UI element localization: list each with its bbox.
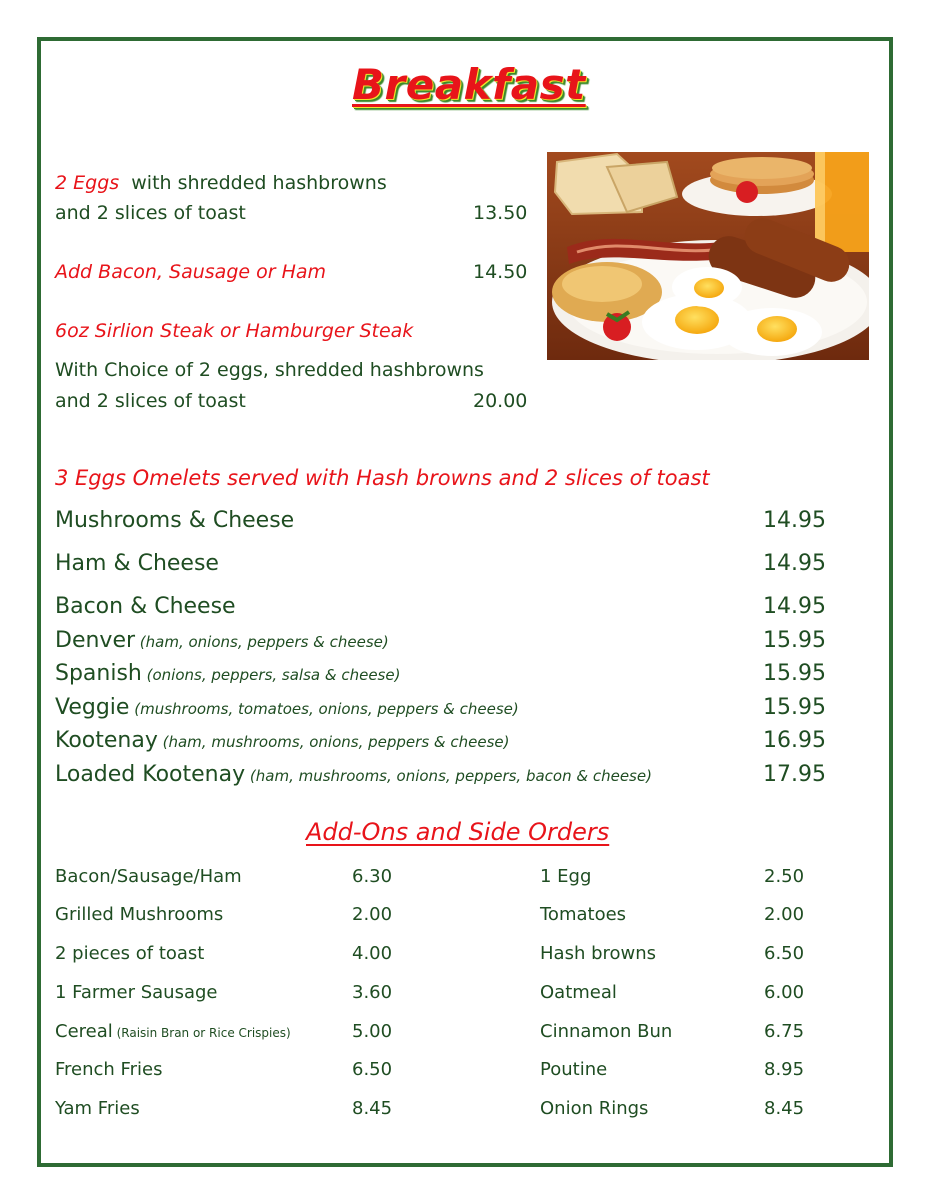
side-name: 1 Egg — [540, 866, 592, 887]
side-item — [55, 1098, 140, 1119]
omelet-desc: (ham, mushrooms, onions, peppers, bacon & cheese) — [245, 767, 652, 785]
omelet-price: 14.95 — [763, 594, 826, 619]
side-price: 2.00 — [764, 904, 805, 925]
omelet-desc: (ham, onions, peppers & cheese) — [135, 633, 389, 651]
item-steak-line3: and 2 slices of toast — [55, 390, 246, 412]
side-price: 8.45 — [764, 1098, 805, 1119]
side-name: Poutine — [540, 1059, 608, 1080]
side-name: Grilled Mushrooms — [55, 904, 224, 925]
side-price: 6.50 — [764, 943, 805, 964]
omelet-name: Mushrooms & Cheese — [55, 508, 295, 533]
omelet-name: Denver — [55, 628, 136, 653]
side-price: 5.00 — [352, 1021, 393, 1042]
menu-title: Breakfast — [352, 60, 586, 109]
item-steak-price: 20.00 — [473, 390, 528, 412]
side-name: Onion Rings — [540, 1098, 649, 1119]
side-price: 2.50 — [764, 866, 805, 887]
side-price: 3.60 — [352, 982, 393, 1003]
side-item — [55, 904, 223, 925]
omelet-item — [55, 551, 219, 576]
side-name: Bacon/Sausage/Ham — [55, 866, 242, 887]
side-name: Cinnamon Bun — [540, 1021, 673, 1042]
omelet-item — [55, 695, 519, 720]
item-steak: 6oz Sirlion Steak or Hamburger Steak — [55, 320, 414, 342]
breakfast-plate-photo — [547, 152, 869, 360]
omelet-item — [55, 508, 294, 533]
side-name: Cereal — [55, 1021, 113, 1042]
omelet-price: 14.95 — [763, 508, 826, 533]
omelet-item — [55, 762, 652, 787]
side-price: 8.45 — [352, 1098, 393, 1119]
omelet-desc: (mushrooms, tomatoes, onions, peppers & cheese) — [129, 700, 519, 718]
omelet-name: Ham & Cheese — [55, 551, 219, 576]
omelet-name: Bacon & Cheese — [55, 594, 236, 619]
omelet-desc: (ham, mushrooms, onions, peppers & cheese) — [157, 733, 510, 751]
side-name: Hash browns — [540, 943, 657, 964]
item-2-eggs — [55, 172, 387, 194]
side-price: 6.50 — [352, 1059, 393, 1080]
item-add-bacon: Add Bacon, Sausage or Ham — [55, 261, 327, 283]
omelet-item — [55, 661, 400, 686]
omelet-price: 15.95 — [763, 628, 826, 653]
item-2-eggs-price: 13.50 — [473, 202, 528, 224]
side-item — [55, 982, 218, 1003]
item-2-eggs-line2: and 2 slices of toast — [55, 202, 246, 224]
omelet-price: 17.95 — [763, 762, 826, 787]
omelet-item — [55, 594, 236, 619]
side-name: 2 pieces of toast — [55, 943, 205, 964]
item-2-eggs-desc: with shredded hashbrowns — [131, 172, 387, 194]
omelet-name: Spanish — [55, 661, 142, 686]
omelets-heading: 3 Eggs Omelets served with Hash browns and 2 slices of toast — [55, 466, 710, 490]
omelet-price: 15.95 — [763, 661, 826, 686]
side-item — [55, 866, 242, 887]
side-name: Tomatoes — [540, 904, 627, 925]
item-add-bacon-price: 14.50 — [473, 261, 528, 283]
omelet-item — [55, 728, 509, 753]
side-price: 2.00 — [352, 904, 393, 925]
sides-heading: Add-Ons and Side Orders — [306, 818, 610, 846]
side-price: 6.00 — [764, 982, 805, 1003]
item-2-eggs-name: 2 Eggs — [55, 172, 120, 194]
side-item — [55, 1021, 291, 1042]
omelet-name: Loaded Kootenay — [55, 762, 246, 787]
side-price: 4.00 — [352, 943, 393, 964]
side-price: 8.95 — [764, 1059, 805, 1080]
side-name: French Fries — [55, 1059, 163, 1080]
breakfast-plate-illustration — [547, 152, 869, 360]
omelet-desc: (onions, peppers, salsa & cheese) — [141, 666, 401, 684]
omelet-price: 15.95 — [763, 695, 826, 720]
side-price: 6.30 — [352, 866, 393, 887]
omelet-price: 16.95 — [763, 728, 826, 753]
side-item — [55, 1059, 162, 1080]
item-steak-line2: With Choice of 2 eggs, shredded hashbrowns — [55, 359, 484, 381]
side-note: (Raisin Bran or Rice Crispies) — [112, 1026, 291, 1040]
side-name: Oatmeal — [540, 982, 617, 1003]
side-name: 1 Farmer Sausage — [55, 982, 218, 1003]
omelet-item — [55, 628, 389, 653]
omelet-price: 14.95 — [763, 551, 826, 576]
omelet-name: Veggie — [55, 695, 130, 720]
omelet-name: Kootenay — [55, 728, 158, 753]
side-item — [55, 943, 204, 964]
side-name: Yam Fries — [55, 1098, 140, 1119]
side-price: 6.75 — [764, 1021, 805, 1042]
